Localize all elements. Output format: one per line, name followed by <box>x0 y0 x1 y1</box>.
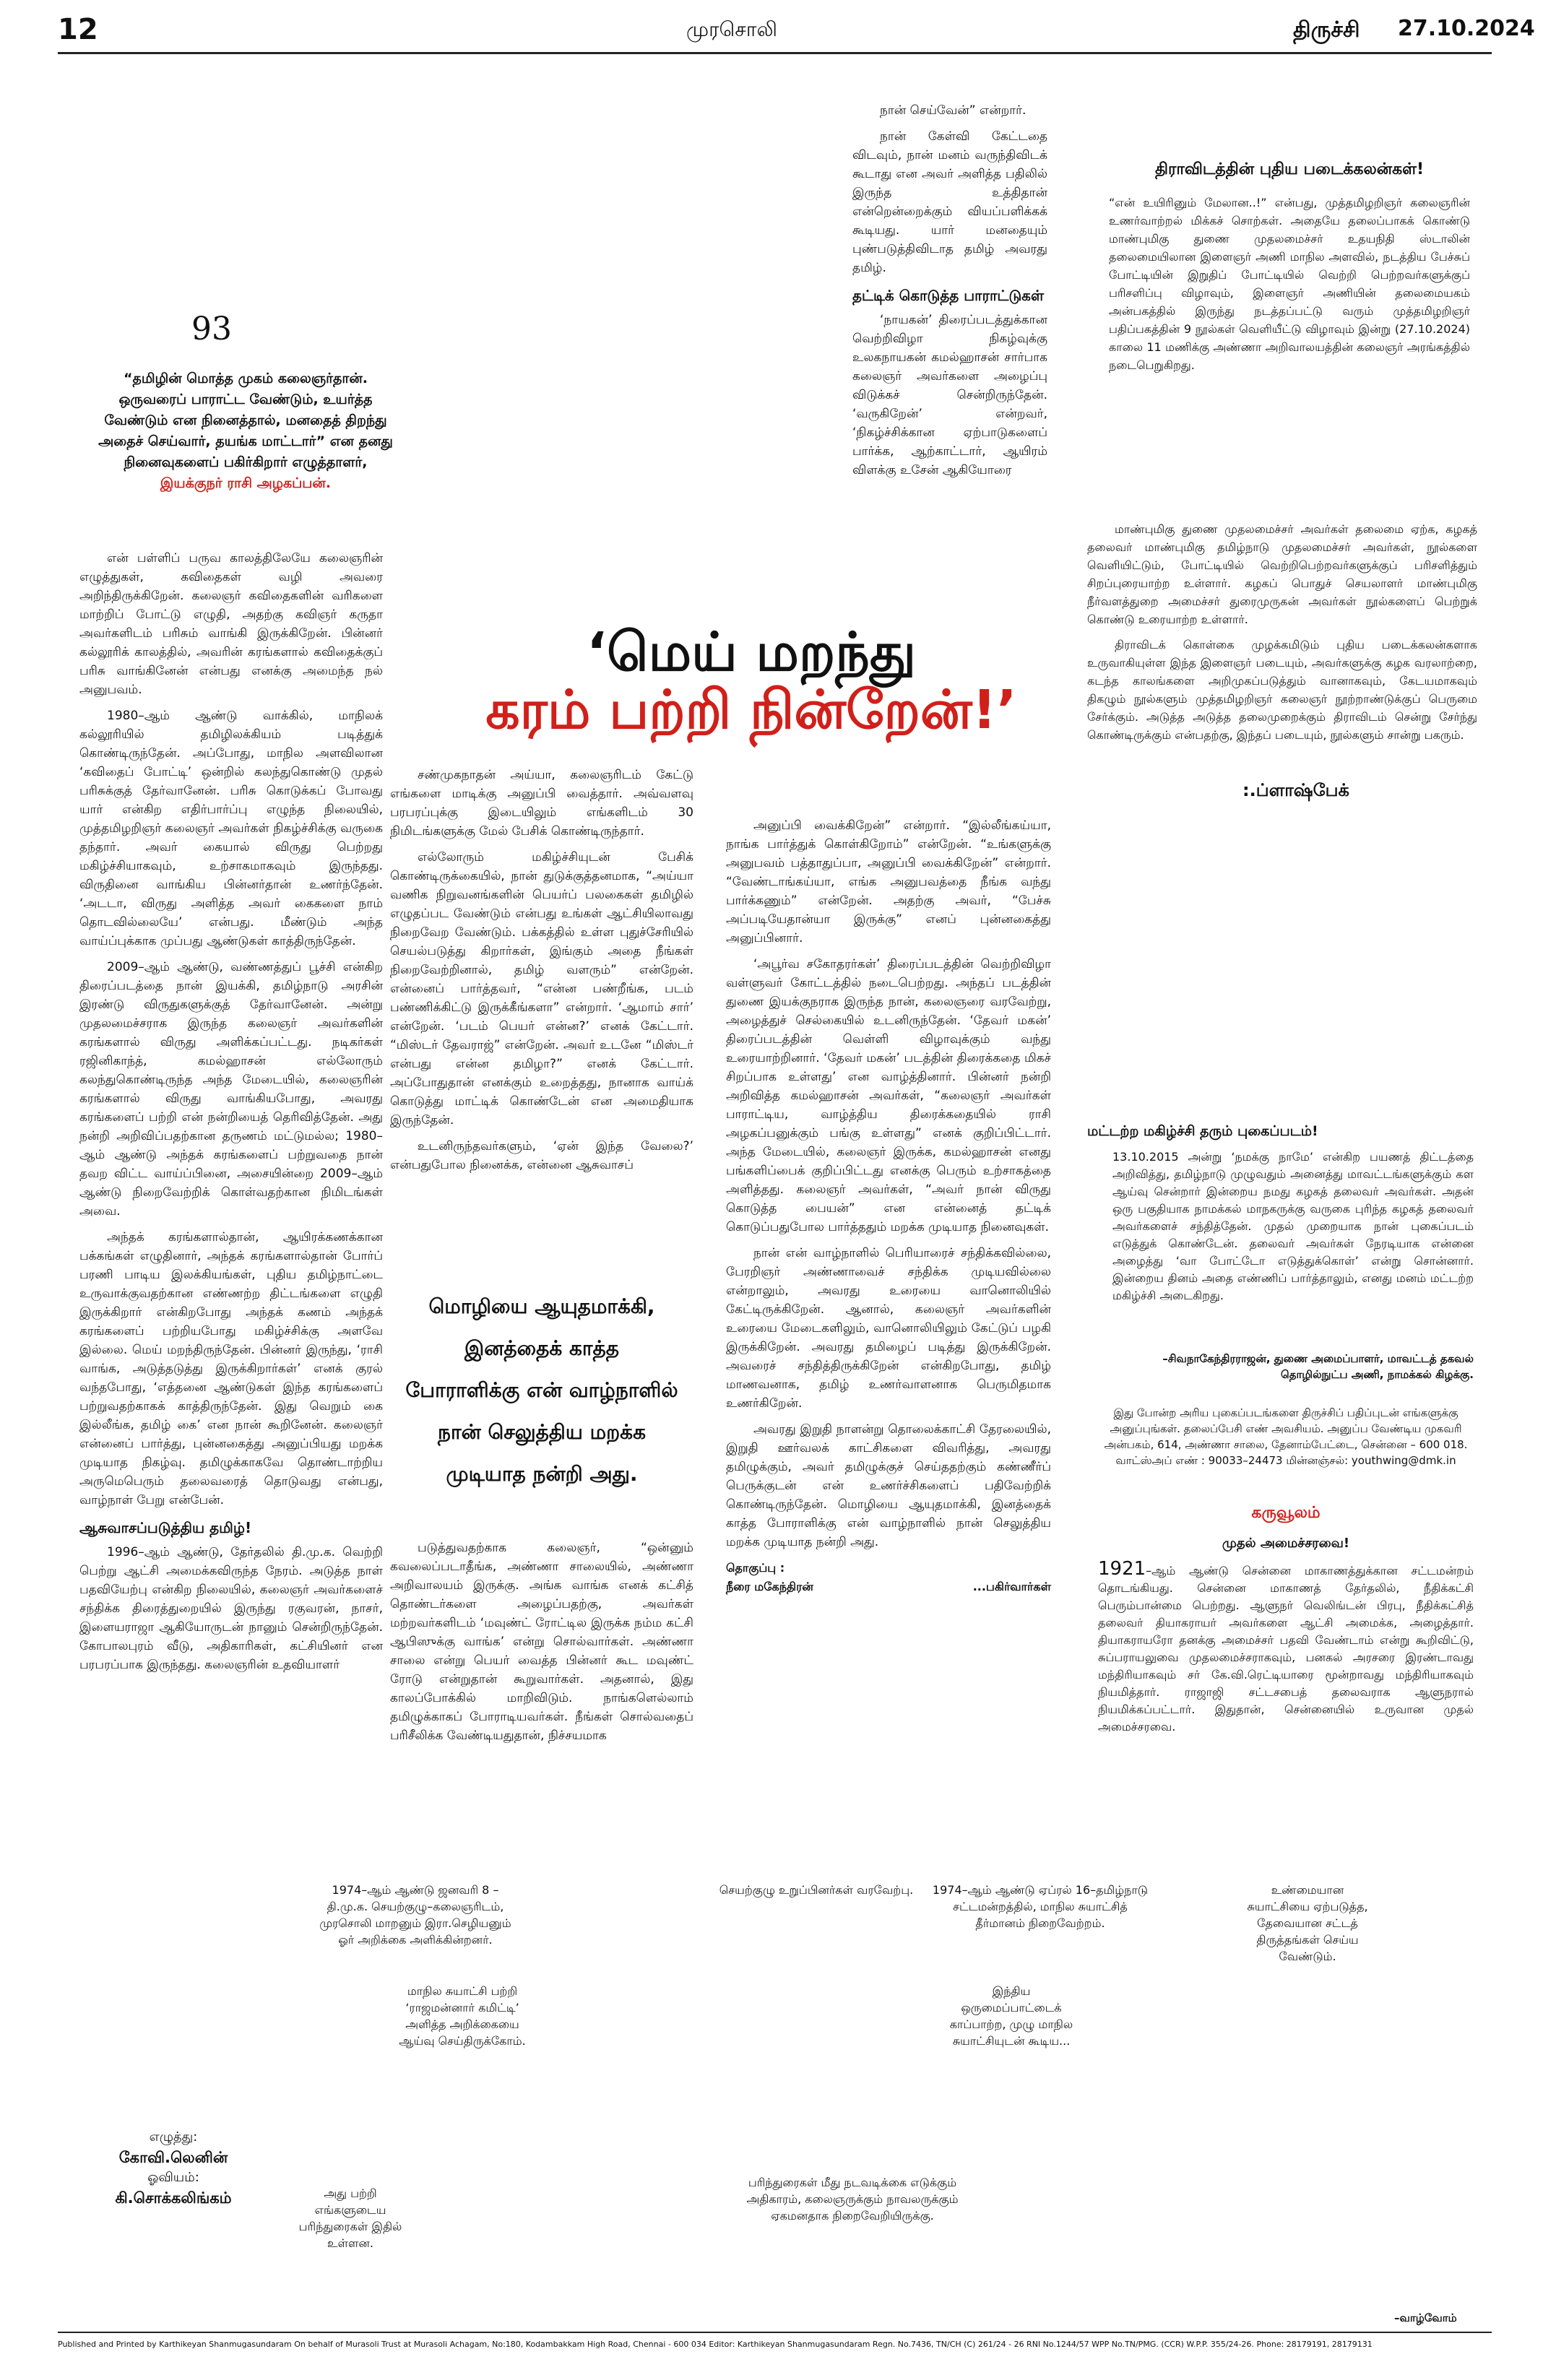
artist-label: ஓவியம்: <box>147 2170 199 2185</box>
headline-line1: ‘மெய் மறந்து <box>586 621 917 683</box>
col3-para-7: அவரது இறுதி நாளன்று தொலைக்காட்சி தேரலையில், இறுதி ஊர்வலக் காட்சிகளை விவரித்து, அவரது தமிழுக்கும், அவர் தமிழுக்குச் செய்ததற்கும் கண்ணீர்ப் பெருக்குடன் என் உணர்ச்சிகளைப் பதிவேற்றிக் கொண்டிருந்தேன். மொழியை ஆயுதமாக்கி, இனத்தைக் காத்த போராளிக்கு என் வாழ்நாளில் நான் செலுத்திய மறக்க முடியாத நன்றி அது. <box>726 1422 1051 1549</box>
compiled-by <box>726 1559 813 1596</box>
page-number: 12 <box>58 13 98 46</box>
treasury-body: –ஆம் ஆண்டு சென்னை மாகாணத்துக்கான சட்டமன்றம் தொடங்கியது. சென்னை மாகாணத் தேர்தலில், நீதிக்கட்சி பெரும்பான்மை பெற்றது. ஆளுநர் வெலிங்டன் பிரபு, நீதிக்கட்சித் தலைவர் தியாகராயர் அவர்களை ஆட்சி அமைக்க, அழைத்தார். தியாகராயரோ தனக்கு அமைச்சர் பதவி வேண்டாம் என்று கூறிவிட்டு, சுப்பராயலுவை முதலமைச்சராகவும், பனகல் அரசரை இரண்டாவது மந்திரியாகவும் சர் கே.வி.ரெட்டியாரை மூன்றாவது மந்திரியாகவும் நியமித்தார். ராஜாஜி சட்டசபைத் தலைவராக ஆளுநரால் நியமிக்கப்பட்டார். இதுதான், சென்னையில் உருவான முதல் அமைச்சரவை. <box>1098 1564 1474 1734</box>
treasury-title: கருவூலம் <box>1251 1504 1321 1522</box>
article-column-2 <box>390 766 693 1182</box>
edition-name: திருச்சி <box>1293 17 1360 43</box>
imprint-line: Published and Printed by Karthikeyan Shanmugasundaram On behalf of Murasoli Trust at Murasoli Achagam, No:180, Kodambakkam High Road, Chennai - 600 034 Editor: Karthikeyan Shanmugasundaram Regn. No.7436, TN/CH (C) 261/24 - 26 RNI No.1244/57 WPP No.TN/PMG. (CCR) W.P.P. 355/24-26. Phone: 28179191, 28179131 <box>58 2340 1373 2349</box>
treasury-text <box>1098 1560 1474 1736</box>
photo-notice: இது போன்ற அரிய புகைப்படங்களை திருச்சிப் பதிப்புடன் எங்களுக்கு அனுப்புங்கள். தலைப்பேசி எண் அவசியம். அனுப்ப வேண்டிய முகவரி அன்பகம், 614, அண்ணா சாலை, தேனாம்பேட்டை, சென்னை – 600 018. வாட்ஸ்அப் எண் : 90033–24473 மின்னஞ்சல்: youthwing@dmk.in <box>1104 1406 1468 1467</box>
col1-para-1: என் பள்ளிப் பருவ காலத்திலேயே கலைஞரின் எழுத்துகள், கவிதைகள் வழி அவரை அறிந்திருக்கிறேன். கலைஞர் கவிதைகளின் வரிகளை மாற்றிப் போட்டு எழுதி, அதற்கு கவிஞர் கருதா அவர்களிடம் பரிசும் வாங்கி இருக்கிறேன். பின்னர் கல்லூரிக் காலத்தில், அவரின் கரங்களால் கவிதைக்குப் பரிசு வாங்கினேன் என்பது எனக்கு அமைந்த நல் அனுபவம். <box>79 551 383 697</box>
pull-quote: மொழியை ஆயுதமாக்கி, இனத்தைக் காத்த போராளிக்கு என் வாழ்நாளில் நான் செலுத்திய மறக்க முடியாத நன்றி அது. <box>405 1294 678 1486</box>
comic-caption-1: 1974–ஆம் ஆண்டு ஜனவரி 8 – தி.மு.க. செயற்குழு–கலைஞரிடம், முரசொலி மாறனும் இரா.செழியனும் ஓர் அறிக்கை அளிக்கின்றனர். <box>319 1883 511 1947</box>
photo-section-text: 13.10.2015 அன்று ‘நமக்கு நாமே’ என்கிற பயணத் திட்டத்தை அறிவித்து, தமிழ்நாடு முழுவதும் அனைத்து மாவட்டங்களுக்கும் கள ஆய்வு சென்றார் இன்றைய நமது கழகத் தலைவர் அவர்கள். அதன் ஒரு பகுதியாக நாமக்கல் மாநகருக்கு வருகை புரிந்த கழகத் தலைவர் அவர்களைச் சந்தித்தேன். முதல் முறையாக நான் புகைப்படம் எடுத்துக் கொண்டேன். தலைவர் அவர்கள் நேரடியாக என்னை அழைத்து ‘வா போட்டோ எடுத்துக்கொள்’ என்று சொன்னார். இன்றைய தினம் அதை எண்ணிப் பார்த்தாலும், எனது மனம் மட்டற்ற மகிழ்ச்சி அடைகிறது. <box>1112 1150 1474 1302</box>
article-column-3 <box>726 816 1051 1596</box>
header-rule <box>58 52 1492 54</box>
side-para-1: மாண்புமிகு துணை முதலமைச்சர் அவர்கள் தலைமை ஏற்க, கழகத் தலைவர் மாண்புமிகு தமிழ்நாடு முதலமைச்சர் அவர்கள், நூல்களை வெளியிட்டும், போட்டியில் வெற்றிபெற்றவர்களுக்குப் பரிசளித்தும் சிறப்புரையாற்ற உள்ளார். கழகப் பொதுச் செயலாளர் மாண்புமிகு நீர்வளத்துறை அமைச்சர் துரைமுருகன் அவர்கள் நூல்களைப் பெற்றுக் கொண்டு உரையாற்ற உள்ளார். <box>1087 522 1477 626</box>
comic-caption-8: பரிந்துரைகள் மீது நடவடிக்கை எடுக்கும் அதிகாரம், கலைஞருக்கும் நாவலருக்கும் ஏகமனதாக நிறைவேறியிருக்கு. <box>746 2176 959 2223</box>
article-column-1 <box>79 549 383 1682</box>
comic-caption-3: 1974–ஆம் ஆண்டு ஏப்ரல் 16–தமிழ்நாடு சட்டமன்றத்தில், மாநில சுயாட்சித் தீர்மானம் நிறைவேற்றம். <box>932 1883 1149 1930</box>
comic-caption-6: இந்திய ஒருமைப்பாட்டைக் காப்பாற்ற, முழு மாநில சுயாட்சியுடன் கூடிய... <box>949 1984 1073 2048</box>
continued-note: ...பகிர்வார்கள் <box>972 1580 1051 1593</box>
col2-para-2: எல்லோரும் மகிழ்ச்சியுடன் பேசிக் கொண்டிருக்கையில், நான் துடுக்குத்தனமாக, “அய்யா வணிக நிறுவனங்களின் பெயர்ப் பலகைகள் தமிழில் எழுதப்பட வேண்டும் என்பது உங்கள் ஆட்சியிலாவது நிறைவேற வேண்டும். பக்கத்தில் உள்ள புதுச்சேரியில் செயல்படுத்து கிறார்கள், இங்கும் அதை நீங்கள் நிறைவேற்றினால், தமிழ் வளரும்” என்றேன். என்னைப் பார்த்தவர், “என்ன பண்றீங்க, படம் பண்ணிக்கிட்டு இருக்கீங்களா” என்றார். ‘ஆமாம் சார்’ என்றேன். ‘படம் பெயர் என்ன?’ எனக் கேட்டார். “மிஸ்டர் தேவராஜ்” என்றேன். அவர் உடனே “மிஸ்டர் என்பது என்ன தமிழா?” எனக் கேட்டார். அப்போதுதான் எனக்கும் உறைத்தது, நானாக வாய்க் கொடுத்து மாட்டிக் கொண்டேன் என அமைதியாக இருந்தேன். <box>390 850 693 1128</box>
edition-date: 27.10.2024 <box>1398 16 1535 41</box>
comic-caption-7: அது பற்றி எங்களுடைய பரிந்துரைகள் இதில் உள்ளன. <box>298 2186 402 2250</box>
col3-para-4: அனுப்பி வைக்கிறேன்” என்றார். “இல்லீங்கய்யா, நாங்க பார்த்துக் கொள்கிறோம்” என்றேன். “உங்களுக்கு அனுபவம் பத்தாதுப்பா, அனுப்பி வைக்கிறேன்” என்றார். “வேண்டாங்கய்யா, எங்க அனுபவத்தை நீங்க வந்து பார்க்கணும்” என்றேன். அதற்கு அவர், “பேச்சு அப்படியேதான்யா இருக்கு” எனப் புன்னகைத்து அனுப்பினார். <box>726 818 1051 945</box>
col3-para-2: நான் கேள்வி கேட்டதை விடவும், நான் மனம் வருந்திவிடக் கூடாது என அவர் அளித்த பதிலில் இருந்த உத்திதான் என்றென்றைக்கும் வியப்பளிக்கக் கூடியது. யார் மனதையும் புண்படுத்திவிடாத தமிழ் அவரது தமிழ். <box>852 129 1047 275</box>
comic-caption-2: செயற்குழு உறுப்பினர்கள் வரவேற்பு. <box>719 1883 914 1897</box>
article-column-3-top <box>852 101 1047 487</box>
side-box-lead: “என் உயிரினும் மேலான..!” என்பது, முத்தமிழறிஞர் கலைஞரின் உணர்வாற்றல் மிக்கச் சொற்கள். அதையே தலைப்பாகக் கொண்டு மாண்புமிகு துணை முதலமைச்சர் உதயநிதி ஸ்டாலின் தலைமையிலான இளைஞர் அணி மாநில அளவில், நடத்திய பேச்சுப் போட்டியின் இறுதிப் போட்டியில் வெற்றி பெற்றவர்களுக்குப் பரிசளிப்பு விழாவும், இளைஞர் அணியின் தலைமையகம் அன்பகத்தில் இருந்து நடத்தப்பட்டு வரும் முத்தமிழறிஞர் பதிப்பகத்தின் 9 நூல்கள் வெளியீட்டு விழாவும் இன்று (27.10.2024) காலை 11 மணிக்கு அண்ணா அறிவாலயத்தின் கலைஞர் அரங்கத்தில் நடைபெறுகிறது. <box>1109 196 1470 372</box>
col2-para-1: சண்முகநாதன் அய்யா, கலைஞரிடம் கேட்டு எங்களை மாடிக்கு அனுப்பி வைத்தார். அவ்வளவு பரபரப்புக்கு இடையிலும் எங்களிடம் 30 நிமிடங்களுக்கு மேல் பேசிக் கொண்டிருந்தார். <box>390 768 693 839</box>
article-column-2b <box>390 1539 693 1752</box>
side-box-body <box>1087 520 1477 751</box>
col1-para-2: 1980–ஆம் ஆண்டு வாக்கில், மாநிலக் கல்லூரியில் தமிழிலக்கியம் படித்துக் கொண்டிருந்தேன். அப்போது, மாநில அளவிலான ‘கவிதைப் போட்டி’ ஒன்றில் கலந்துகொண்டு முதல் பரிசுக்குத் தேர்வானேன். பரிசு கொடுக்கப் போவது யார் என்கிற எதிர்பார்ப்பு எழுந்த நிலையில், முத்தமிழறிஞர் கலைஞர் அவர்கள் நிகழ்ச்சிக்கு வருகை தந்தார். அவர் கையால் விருது பெற்றது மகிழ்ச்சியாகவும், உற்சாகமாகவும் இருந்தது. விருதினை வாங்கிய பின்னர்தான் உணர்ந்தேன். ‘அடடா, விருது அளித்த அவர் கைகளை நாம் தொடவில்லையே’ என்பது. மீண்டும் அந்த வாய்ப்புக்காக முப்பது ஆண்டுகள் காத்திருந்தேன். <box>79 709 383 948</box>
col1-subheading: ஆசுவாசப்படுத்திய தமிழ்! <box>79 1519 252 1536</box>
treasury-subtitle: முதல் அமைச்சரவை! <box>1222 1536 1350 1551</box>
intro-quote <box>94 368 397 494</box>
intro-quote-text: “தமிழின் மொத்த முகம் கலைஞர்தான். ஒருவரைப் பாராட்ட வேண்டும், உயர்த்த வேண்டும் என நினைத்தால், மனதைத் திறந்து அதைச் செய்வார், தயங்க மாட்டார்” என தனது நினைவுகளைப் பகிர்கிறார் எழுத்தாளர், <box>98 371 393 470</box>
artist-name: கி.சொக்கலிங்கம் <box>115 2189 232 2207</box>
compiled-name: நீரை மகேந்திரன் <box>726 1580 813 1593</box>
col1-para-4: அந்தக் கரங்களால்தான், ஆயிரக்கணக்கான பக்கங்கள் எழுதினார், அந்தக் கரங்களால்தான் போர்ப் பரணி பாடிய இலக்கியங்கள், புதிய தமிழ்நாட்டை உருவாக்குவதற்கான எண்ணற்ற திட்டங்களை எழுதி இருக்கிறார் என்கிறபோது அந்தக் கணம் அந்தக் கரங்களைப் பற்றியபோது மகிழ்ச்சிக்கு அளவே இல்லை. மெய் மறந்திருந்தேன். பின்னர் இருந்து, ‘ராசி வாங்க, அடுத்தடுத்து இருக்கிறார்கள்’ எனக் குரல் வந்தபோது, ‘எத்தனை ஆண்டுகள் இந்த கரங்களைப் பற்றுவதற்காகக் காத்திருந்தேன். இது வெறும் கை இல்லீங்க, தமிழ் கை’ என நான் கூறினேன். கலைஞர் என்னைப் பார்த்து, புன்னகைத்து அனுப்பியது மறக்க முடியாத நிகழ்வு. தமிழுக்காகவே தொண்டாற்றிய அருமெபெரும் தலைவரைத் தொடுவது என்பது, வாழ்நாள் பேறு என்பேன். <box>79 1230 383 1507</box>
writer-name: கோவி.லெனின் <box>118 2149 228 2166</box>
col3-para-5: ‘அபூர்வ சகோதரர்கள்’ திரைப்படத்தின் வெற்றிவிழா வள்ளுவர் கோட்டத்தில் நடைபெற்றது. அந்தப் படத்தின் துணை இயக்குநராக இருந்த நான், கலைஞரை வரவேற்று, அழைத்துச் செல்கையில் உடனிருந்தேன். ‘தேவர் மகன்’ திரைப்படத்தின் வெள்ளி விழாவுக்கும் வந்து உரையாற்றினார். ‘தேவர் மகன்’ படத்தின் திரைக்கதை மிகச் சிறப்பாக உள்ளது’ என வாழ்த்தினார். பின்னர் நன்றி அறிவித்த கமல்ஹாசன் அவர்கள், “கலைஞர் அவர்கள் பாராட்டிய, வாழ்த்திய திரைக்கதையில் ராசி அழகப்பனுக்கும் பங்கு உள்ளது” எனக் குறிப்பிட்டார். அந்த மேடையில், கலைஞர் இருக்க, கமல்ஹாசன் எனது பங்களிப்பைக் குறிப்பிட்டது எனக்கு பெரும் உற்சாகத்தை அளித்தது. கலைஞர் அவர்கள், “அவர் நான் விருது கொடுத்த பையன்” என என்னைத் தட்டிக் கொடுப்பதுபோல பார்த்ததும் மறக்க முடியாத நினைவுகள். <box>726 957 1051 1234</box>
series-number: 93 <box>191 311 232 347</box>
intro-person: இயக்குநர் ராசி அழகப்பன். <box>160 475 332 491</box>
headline-line2: கரம் பற்றி நின்றேன்!’ <box>485 679 1017 741</box>
side-box-title: திராவிடத்தின் புதிய படைக்கலன்கள்! <box>1154 160 1425 178</box>
col2-para-3: உடனிருந்தவர்களும், ‘ஏன் இந்த வேலை?’ என்பதுபோல நினைக்க, என்னை ஆசுவாசப் <box>390 1139 693 1172</box>
photo-section-title: மட்டற்ற மகிழ்ச்சி தரும் புகைப்படம்! <box>1087 1123 1318 1139</box>
photo-section-sign: –சிவநாகேந்திரராஜன், துணை அமைப்பாளர், மாவட்டத் தகவல் தொழில்நுட்ப அணி, நாமக்கல் கிழக்கு. <box>1162 1352 1474 1381</box>
col2-para-4: படுத்துவதற்காக கலைஞர், “ஒன்னும் கவலைப்படாதீங்க, அண்ணா சாலையில், அண்ணா அறிவாலயம் இருக்கு. அங்க வாங்க எனக் கட்சித் தொண்டர்களை அழைப்பதற்கு, அவர்கள் மற்றவர்களிடம் ‘மவுண்ட் ரோட்டில இருக்க நம்ம கட்சி ஆபிஸுக்கு வாங்க’ என்று சொல்வார்கள். அண்ணா சாலை என்று பெயர் வைத்த பின்னர் கூட மவுண்ட் ரோடு என்றுதான் கூறுவார்கள். அதனால், இது காலப்போக்கில் மாறிவிடும். நாங்களெல்லாம் தமிழுக்காகப் போராடியவர்கள். நீங்கள் சொல்வதைப் பரிசீலிக்க வேண்டியதுதான், நிச்சயமாக <box>390 1541 693 1743</box>
comic-credits <box>108 2127 238 2208</box>
comic-continued: –வாழ்வோம் <box>1394 2311 1457 2324</box>
comic-caption-4: உண்மையான சுயாட்சியை ஏற்படுத்த, தேவையான சட்டத் திருத்தங்கள் செய்ய வேண்டும். <box>1247 1883 1368 1963</box>
treasury-year: 1921 <box>1098 1558 1146 1580</box>
col3-para-6: நான் என் வாழ்நாளில் பெரியாரைச் சந்திக்கவில்லை, பேரறிஞர் அண்ணாவைச் சந்திக்க முடியவில்லை என்றாலும், அவரது உரையை வானொலியில் கேட்டிருக்கிறேன். ஆனால், கலைஞர் அவர்களின் உரையை மேடைகளிலும், வானொலியிலும் கேட்டுப் பழகி இருக்கிறேன். அவரது தமிழைப் படித்து இருக்கிறேன். அவரைச் சந்தித்திருக்கிறேன் என்கிறபோது, தமிழ் மாணவனாக, தமிழ் உணர்வாளனாக பெருமிதமாக உணர்கிறேன். <box>726 1246 1051 1411</box>
col1-para-3: 2009–ஆம் ஆண்டு, வண்ணத்துப் பூச்சி என்கிற திரைப்படத்தை நான் இயக்கி, தமிழ்நாடு அரசின் இரண்டு விருதுகளுக்குத் தேர்வானேன். அன்று முதலமைச்சராக இருந்த கலைஞர் அவர்களின் கரங்களால் விருது அளிக்கப்பட்டது. நடிகர்கள் ரஜினிகாந்த், கமல்ஹாசன் எல்லோரும் கலந்துகொண்டிருந்த அந்த மேடையில், கலைஞரின் கரங்களால் விருது வாங்கியபோது, அவரது கரங்களைப் பற்றி என் நன்றியைத் தெரிவித்தேன். அது நன்றி அறிவிப்பதற்கான தருணம் மட்டுமல்ல; 1980–ஆம் ஆண்டு அந்தக் கரங்களைப் பற்றுவதை நான் தவற விட்ட வாய்ப்பினை, அசையின்றை 2009–ஆம் ஆண்டு நிறைவேற்றிக் கொள்வதற்கான நிமிடங்கள் அவை. <box>79 960 383 1219</box>
comic-caption-5: மாநில சுயாட்சி பற்றி ‘ராஜமன்னார் கமிட்டி’ அளித்த அறிக்கையை ஆய்வு செய்திருக்கோம். <box>399 1984 526 2048</box>
footer-rule <box>58 2332 1492 2333</box>
col3-para-3: ‘நாயகன்’ திரைப்படத்துக்கான வெற்றிவிழா நிகழ்வுக்கு உலகநாயகன் கமல்ஹாசன் சார்பாக கலைஞர் அவர்களை அழைப்பு விடுக்கச் சென்றிருந்தேன். ‘வருகிறேன்’ என்றவர், ‘நிகழ்ச்சிக்கான ஏற்பாடுகளைப் பார்க்க, ஆற்காட்டார், ஆயிரம் விளக்கு உசேன் ஆகியோரை <box>852 313 1047 477</box>
writer-label: எழுத்து: <box>149 2129 198 2145</box>
col3-subheading: தட்டிக் கொடுத்த பாராட்டுகள் <box>852 287 1045 304</box>
side-para-2: திராவிடக் கொள்கை முழக்கமிடும் புதிய படைக்கலன்களாக உருவாகியுள்ள இந்த இளைஞர் படையும், அவர்களுக்கு கழக வரலாற்றை, கடந்த காலங்களை அறிமுகப்படுத்தும் வானாகவும், கேடயமாகவும் திகழும் நூல்களும் முத்தமிழறிஞர் கலைஞர் நூற்றாண்டுக்குப் பெருமை சேர்க்கும். அடுத்த அடுத்த தலைமுறைக்கும் திராவிடம் சென்று சேர்ந்து கொண்டிருக்கும் என்பதற்கு, இந்தப் படையும், நூல்களும் சான்று பகரும். <box>1087 638 1477 742</box>
newspaper-name: முரசொலி <box>686 17 777 41</box>
col3-para-1: நான் செய்வேன்” என்றார். <box>880 103 1026 118</box>
flashback-title: :.ப்ளாஷ்பேக் <box>1242 780 1349 800</box>
col1-para-5: 1996–ஆம் ஆண்டு, தேர்தலில் தி.மு.க. வெற்றி பெற்று ஆட்சி அமைக்கவிருந்த நேரம். அடுத்த நாள் பதவியேற்பு என்கிற நிலையில், கலைஞர் அவர்களைச் சந்திக்க திரைத்துறையில் இருந்து ரகுவரன், நாசர், இளையராஜா ஆகியோருடன் நானும் சென்றிருந்தேன். கோபாலபுரம் வீடு, அதிகாரிகள், கட்சியினர் என பரபரப்பாக இருந்தது. கலைஞரின் உதவியாளர் <box>79 1545 383 1672</box>
compiled-label: தொகுப்பு : <box>726 1561 785 1575</box>
